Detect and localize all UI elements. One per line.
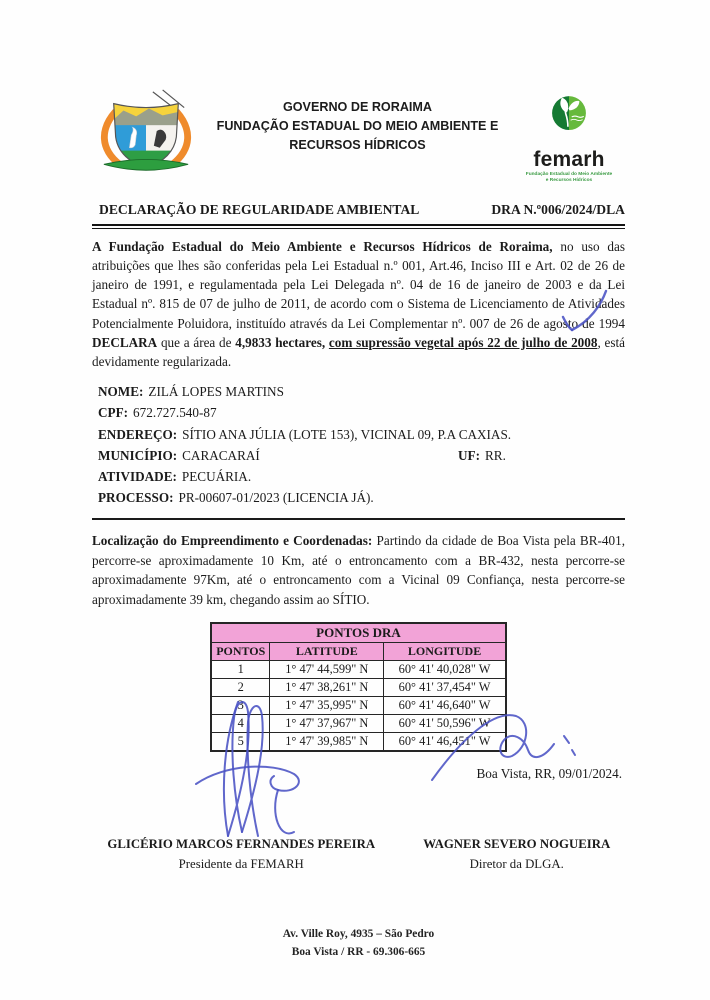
cell-longitude: 60° 41' 50,596" W	[384, 715, 506, 733]
cell-longitude: 60° 41' 46,451" W	[384, 733, 506, 752]
field-processo: PROCESSO: PR-00607-01/2023 (LICENCIA JÁ).	[98, 489, 374, 505]
footer-line-1: Av. Ville Roy, 4935 – São Pedro	[282, 927, 435, 940]
gov-line-1: GOVERNO DE RORAIMA	[282, 100, 433, 114]
signatory-role: Presidente da FEMARH	[178, 856, 304, 871]
area-value: 4,9833 hectares,	[235, 334, 326, 350]
title-divider	[92, 224, 625, 229]
field-cpf: CPF: 672.727.540-87	[98, 405, 217, 421]
table-row	[211, 715, 506, 733]
table-caption: PONTOS DRA	[211, 623, 506, 643]
table-caption-row	[211, 623, 506, 643]
cell-ponto: 3	[211, 697, 270, 715]
femarh-tagline: Fundação Estadual do Meio Ambiente e Recursos Hídricos	[525, 172, 613, 184]
title-row	[92, 200, 625, 219]
gov-line-2: FUNDAÇÃO ESTADUAL DO MEIO AMBIENTE E	[216, 118, 499, 133]
column-header-pontos: PONTOS	[211, 643, 270, 661]
cell-ponto: 4	[211, 715, 270, 733]
cell-longitude: 60° 41' 37,454" W	[384, 679, 506, 697]
femarh-logo	[513, 86, 625, 184]
document-number: DRA N.º006/2024/DLA	[491, 202, 625, 218]
cell-ponto: 5	[211, 733, 270, 752]
femarh-wordmark: femarh	[533, 148, 605, 171]
footer-line-2: Boa Vista / RR - 69.306-665	[291, 945, 426, 958]
signatory-role: Diretor da DLGA.	[469, 856, 564, 871]
table-row	[211, 697, 506, 715]
cell-latitude: 1° 47' 44,599" N	[270, 661, 384, 679]
document-title: DECLARAÇÃO DE REGULARIDADE AMBIENTAL	[99, 202, 420, 218]
gov-line-3: RECURSOS HÍDRICOS	[289, 137, 426, 152]
signatory-left	[92, 836, 390, 872]
column-header-latitude: LATITUDE	[270, 643, 384, 661]
table-row	[211, 661, 506, 679]
field-nome: NOME: ZILÁ LOPES MARTINS	[98, 384, 284, 400]
table-header-row	[211, 643, 506, 661]
cell-latitude: 1° 47' 37,967" N	[270, 715, 384, 733]
section-divider	[92, 518, 625, 520]
cell-latitude: 1° 47' 38,261" N	[270, 679, 384, 697]
field-municipio: MUNICÍPIO: CARACARAÍ UF: RR.	[98, 445, 625, 466]
field-atividade: ATIVIDADE: PECUÁRIA.	[98, 468, 252, 484]
footer-address	[92, 926, 625, 961]
field-uf: UF: RR.	[458, 447, 506, 463]
signatory-name: GLICÉRIO MARCOS FERNANDES PEREIRA	[107, 837, 376, 852]
table-row	[211, 679, 506, 697]
signatory-right	[390, 836, 625, 872]
cell-latitude: 1° 47' 39,985" N	[270, 733, 384, 752]
signature-block	[92, 836, 625, 872]
declara-word: DECLARA	[92, 334, 158, 350]
cell-ponto: 1	[211, 661, 270, 679]
organization-name	[202, 86, 513, 155]
femarh-leaf-icon	[539, 88, 599, 148]
localizacao-lead: Localização do Empreendimento e Coordenadas:	[92, 533, 373, 549]
field-endereco: ENDEREÇO: SÍTIO ANA JÚLIA (LOTE 153), VICINAL 09, P.A CAXIAS.	[98, 426, 512, 442]
signatory-name: WAGNER SEVERO NOGUEIRA	[423, 837, 611, 852]
column-header-longitude: LONGITUDE	[384, 643, 506, 661]
letterhead	[92, 86, 625, 184]
cell-ponto: 2	[211, 679, 270, 697]
cell-longitude: 60° 41' 46,640" W	[384, 697, 506, 715]
table-row	[211, 733, 506, 752]
intro-lead: A Fundação Estadual do Meio Ambiente e Recursos Hídricos de Roraima,	[92, 238, 553, 254]
localizacao-paragraph: Localização do Empreendimento e Coordenadas: Partindo da cidade de Boa Vista pela BR-401, percorre-se aproximadamente 10 Km, até o entroncamento com a BR-432, nesta percorre-se aproximadamente 97Km, até o entroncamento com a Vicinal 09 Confiança, nesta percorre-se aproximadamente 39 km, chegando assim ao SÍTIO.	[92, 533, 625, 607]
declaration-fields	[98, 381, 625, 508]
intro-paragraph: A Fundação Estadual do Meio Ambiente e Recursos Hídricos de Roraima, no uso das atribuições que lhes são conferidas pela Lei Estadual n.º 001, Art.46, Inciso III e Art. 02 de 26 de janeiro de 1991, e regulamentada pela Lei Delegada nº. 04 de 16 de janeiro de 2003 e da Lei Estadual nº. 815 de 07 de julho de 2011, de acordo com o Sistema de Licenciamento de Atividades Potencialmente Poluidora, instituído através da Lei Complementar nº. 007 de 26 de agosto de 1994 DECLARA que a área de 4,9833 hectares, com supressão vegetal após 22 de julho de 2008, está devidamente regularizada.	[92, 238, 625, 370]
cell-longitude: 60° 41' 40,028" W	[384, 661, 506, 679]
roraima-coat-of-arms-icon	[92, 86, 202, 180]
date-line: Boa Vista, RR, 09/01/2024.	[476, 766, 622, 782]
suppression-clause: com supressão vegetal após 22 de julho de 2008	[328, 334, 598, 350]
pontos-dra-table	[210, 622, 507, 752]
cell-latitude: 1° 47' 35,995" N	[270, 697, 384, 715]
